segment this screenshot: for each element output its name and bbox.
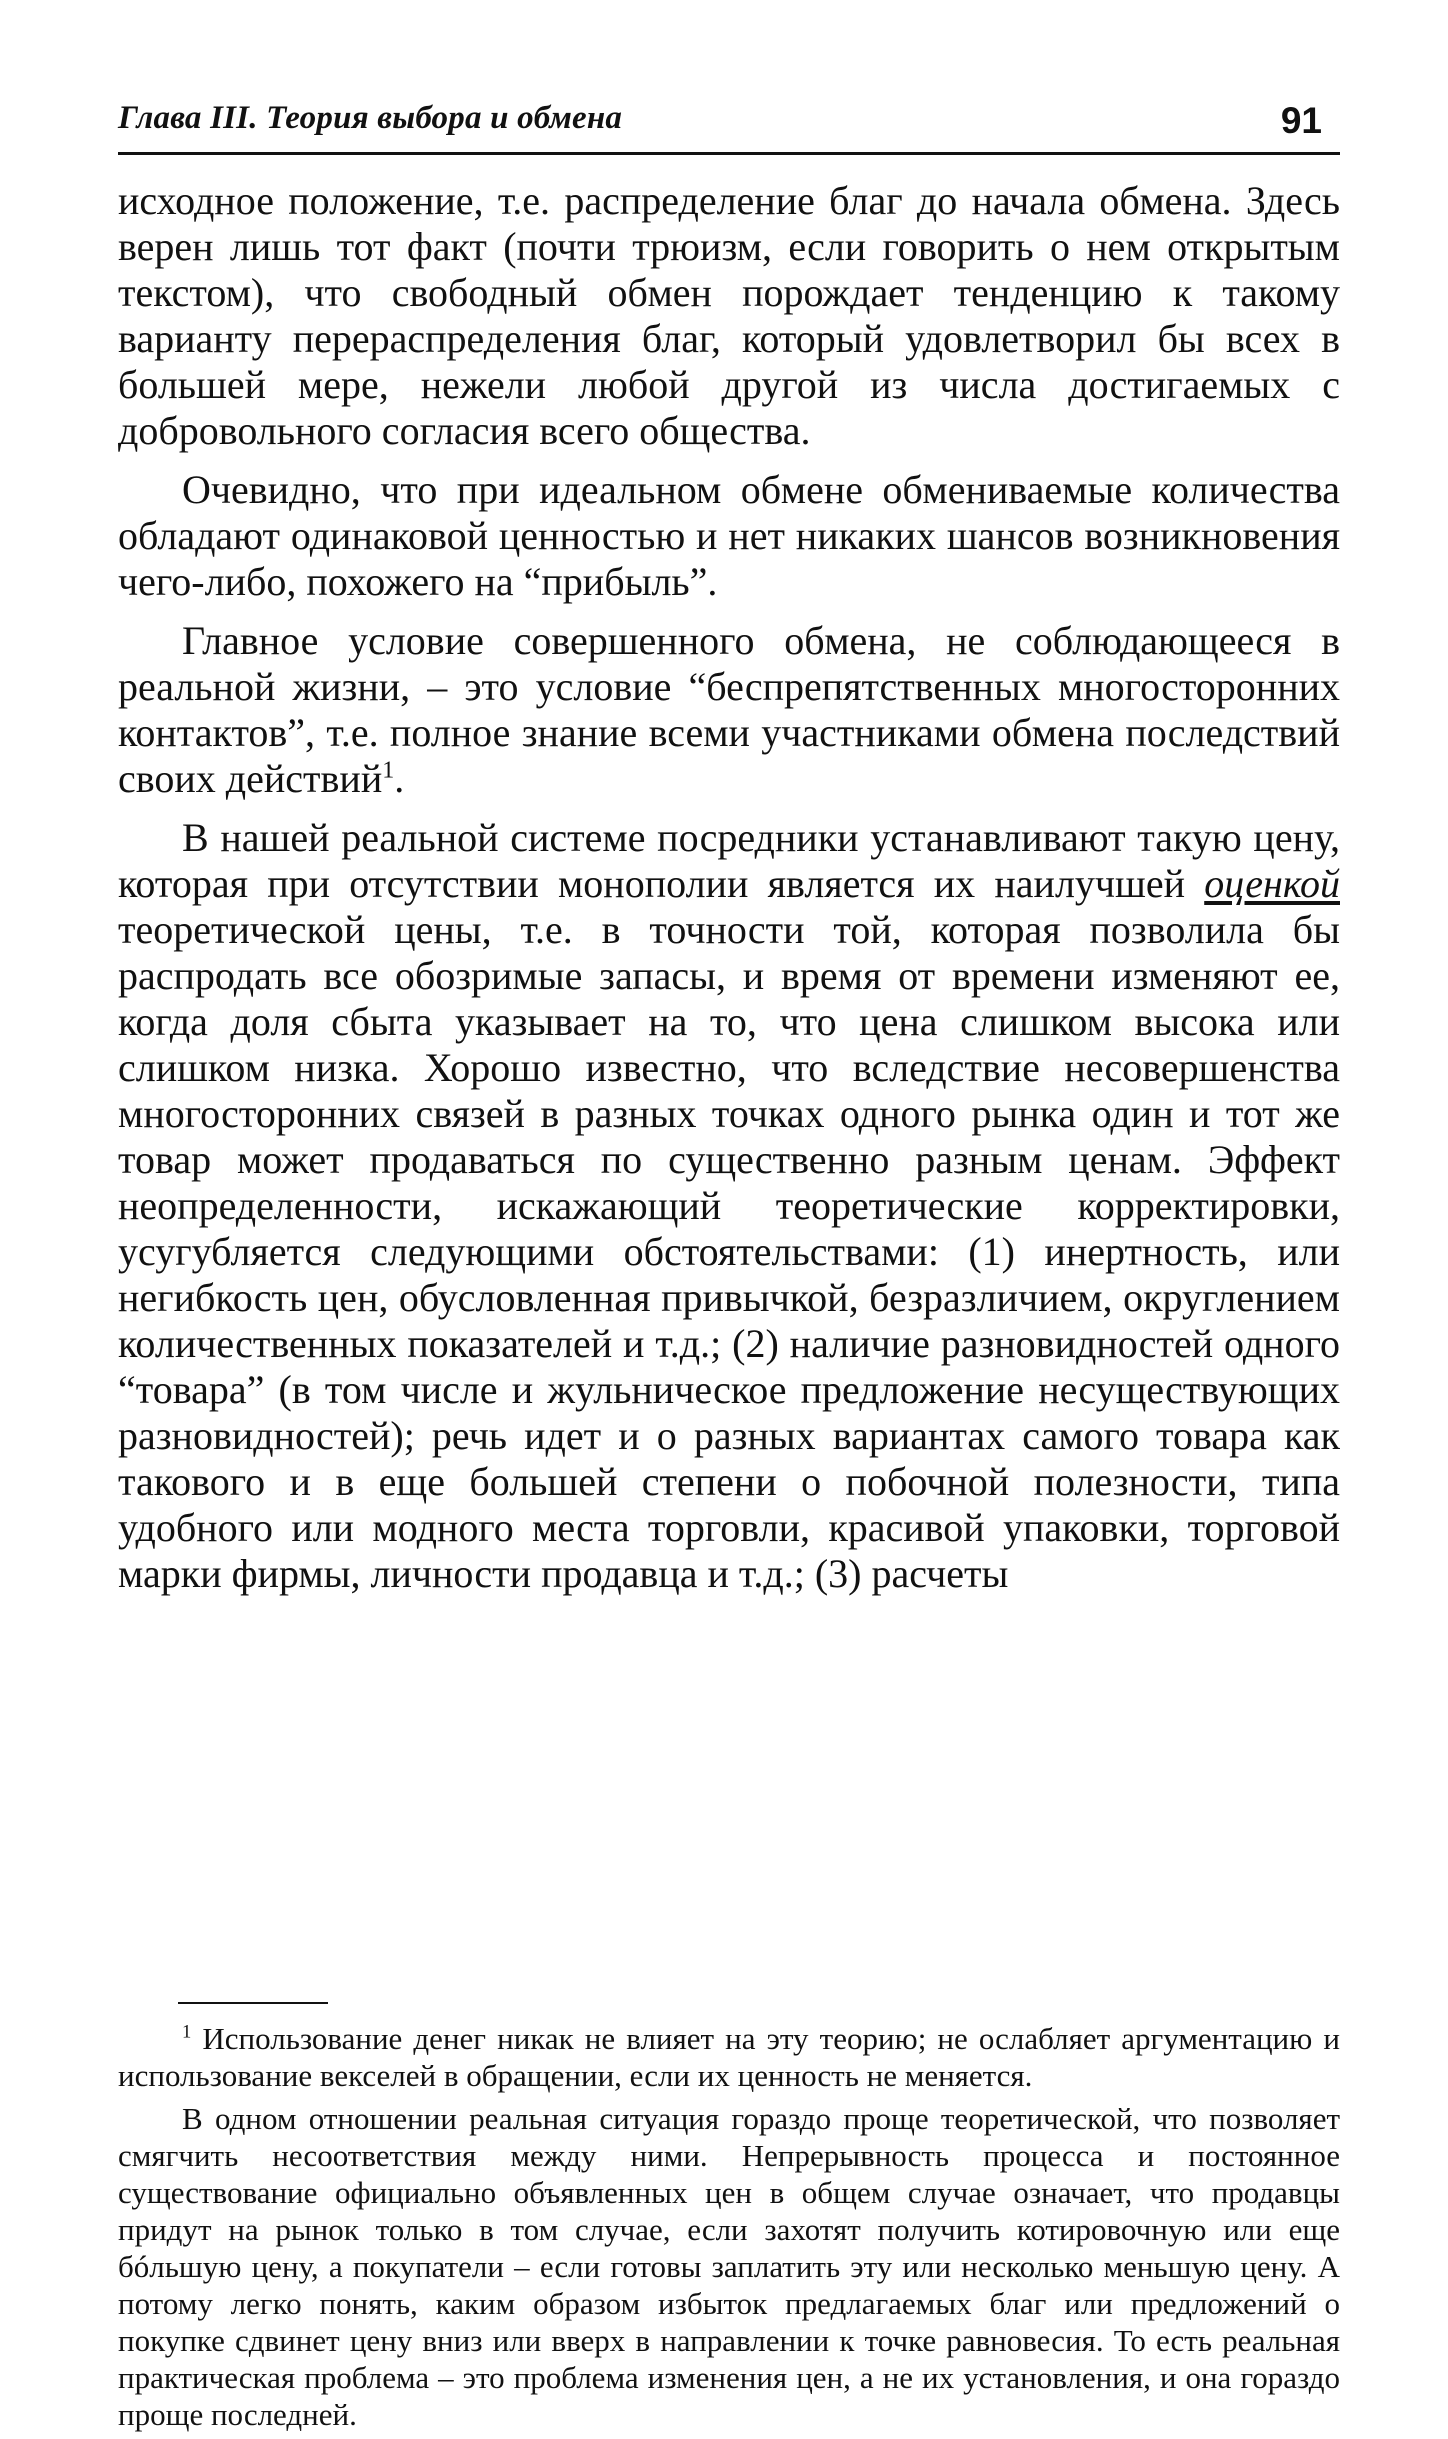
page-number: 91 bbox=[1280, 100, 1322, 141]
footnote-1-text: Использование денег никак не влияет на эту теорию; не ослабляет аргументацию и использование векселей в обращении, если их ценность не меняется. bbox=[118, 2021, 1340, 2093]
paragraph-4-emphasis: оценкой bbox=[1204, 861, 1340, 906]
main-text bbox=[118, 178, 1340, 1610]
paragraph-1: исходное положение, т.е. распределение благ до начала обмена. Здесь верен лишь тот факт (почти трюизм, если говорить о нем открытым текстом), что свободный обмен порождает тенденцию к такому варианту перераспределения благ, который удовлетворил бы всех в большей мере, нежели любой другой из числа достигаемых с добровольного согласия всего общества. bbox=[118, 178, 1340, 453]
paragraph-3 bbox=[118, 618, 1340, 802]
chapter-title: Глава III. Теория выбора и обмена bbox=[118, 100, 623, 136]
footnote-1-continuation: В одном отношении реальная ситуация гораздо проще теоретической, что позволяет смягчить несоответствия между ними. Непрерывность процесса и постоянное существование официально объявленных цен в общем случае означает, что продавцы придут на рынок только в том случае, если захотят получить котировочную или еще бóльшую цену, а покупатели – если готовы заплатить эту или несколько меньшую цену. А потому легко понять, каким образом избыток предлагаемых благ или предложений о покупке сдвинет цену вниз или вверх в направлении к точке равновесия. То есть реальная практическая проблема – это проблема изменения цен, а не их установления, и она гораздо проще последней. bbox=[118, 2101, 1340, 2432]
paragraph-3-end: . bbox=[394, 756, 405, 801]
footnotes bbox=[118, 2020, 1340, 2439]
header-divider bbox=[118, 152, 1340, 155]
paragraph-4 bbox=[118, 815, 1340, 1597]
footnote-ref-1: 1 bbox=[382, 757, 395, 784]
running-header bbox=[118, 100, 1342, 150]
paragraph-2: Очевидно, что при идеальном обмене обмениваемые количества обладают одинаковой ценностью и нет никаких шансов возникновения чего-либо, похожего на “прибыль”. bbox=[118, 467, 1340, 604]
footnote-divider bbox=[178, 2002, 328, 2004]
footnote-1-marker: 1 bbox=[182, 2021, 192, 2043]
paragraph-4-text-b: теоретической цены, т.е. в точности той, которая позволила бы распродать все обозримые запасы, и время от времени изменяют ее, когда доля сбыта указывает на то, что цена слишком высока или слишком низка. Хорошо известно, что вследствие несовершенства многосторонних связей в разных точках одного рынка один и тот же товар может продаваться по существенно разным ценам. Эффект неопределенности, искажающий теоретические корректировки, усугубляется следующими обстоятельствами: (1) инертность, или негибкость цен, обусловленная привычкой, безразличием, округлением количественных показателей и т.д.; (2) наличие разновидностей одного “товара” (в том числе и жульническое предложение несуществующих разновидностей); речь идет и о разных вариантах самого товара как такового и в еще большей степени о побочной полезности, типа удобного или модного места торговли, красивой упаковки, торговой марки фирмы, личности продавца и т.д.; (3) расчеты bbox=[118, 907, 1340, 1596]
paragraph-3-text: Главное условие совершенного обмена, не соблюдающееся в реальной жизни, – это условие “беспрепятственных многосторонних контактов”, т.е. полное знание всеми участниками обмена последствий своих действий bbox=[118, 618, 1340, 801]
footnote-1 bbox=[118, 2020, 1340, 2094]
paragraph-4-text-a: В нашей реальной системе посредники устанавливают такую цену, которая при отсутствии монополии является их наилучшей bbox=[118, 815, 1340, 906]
